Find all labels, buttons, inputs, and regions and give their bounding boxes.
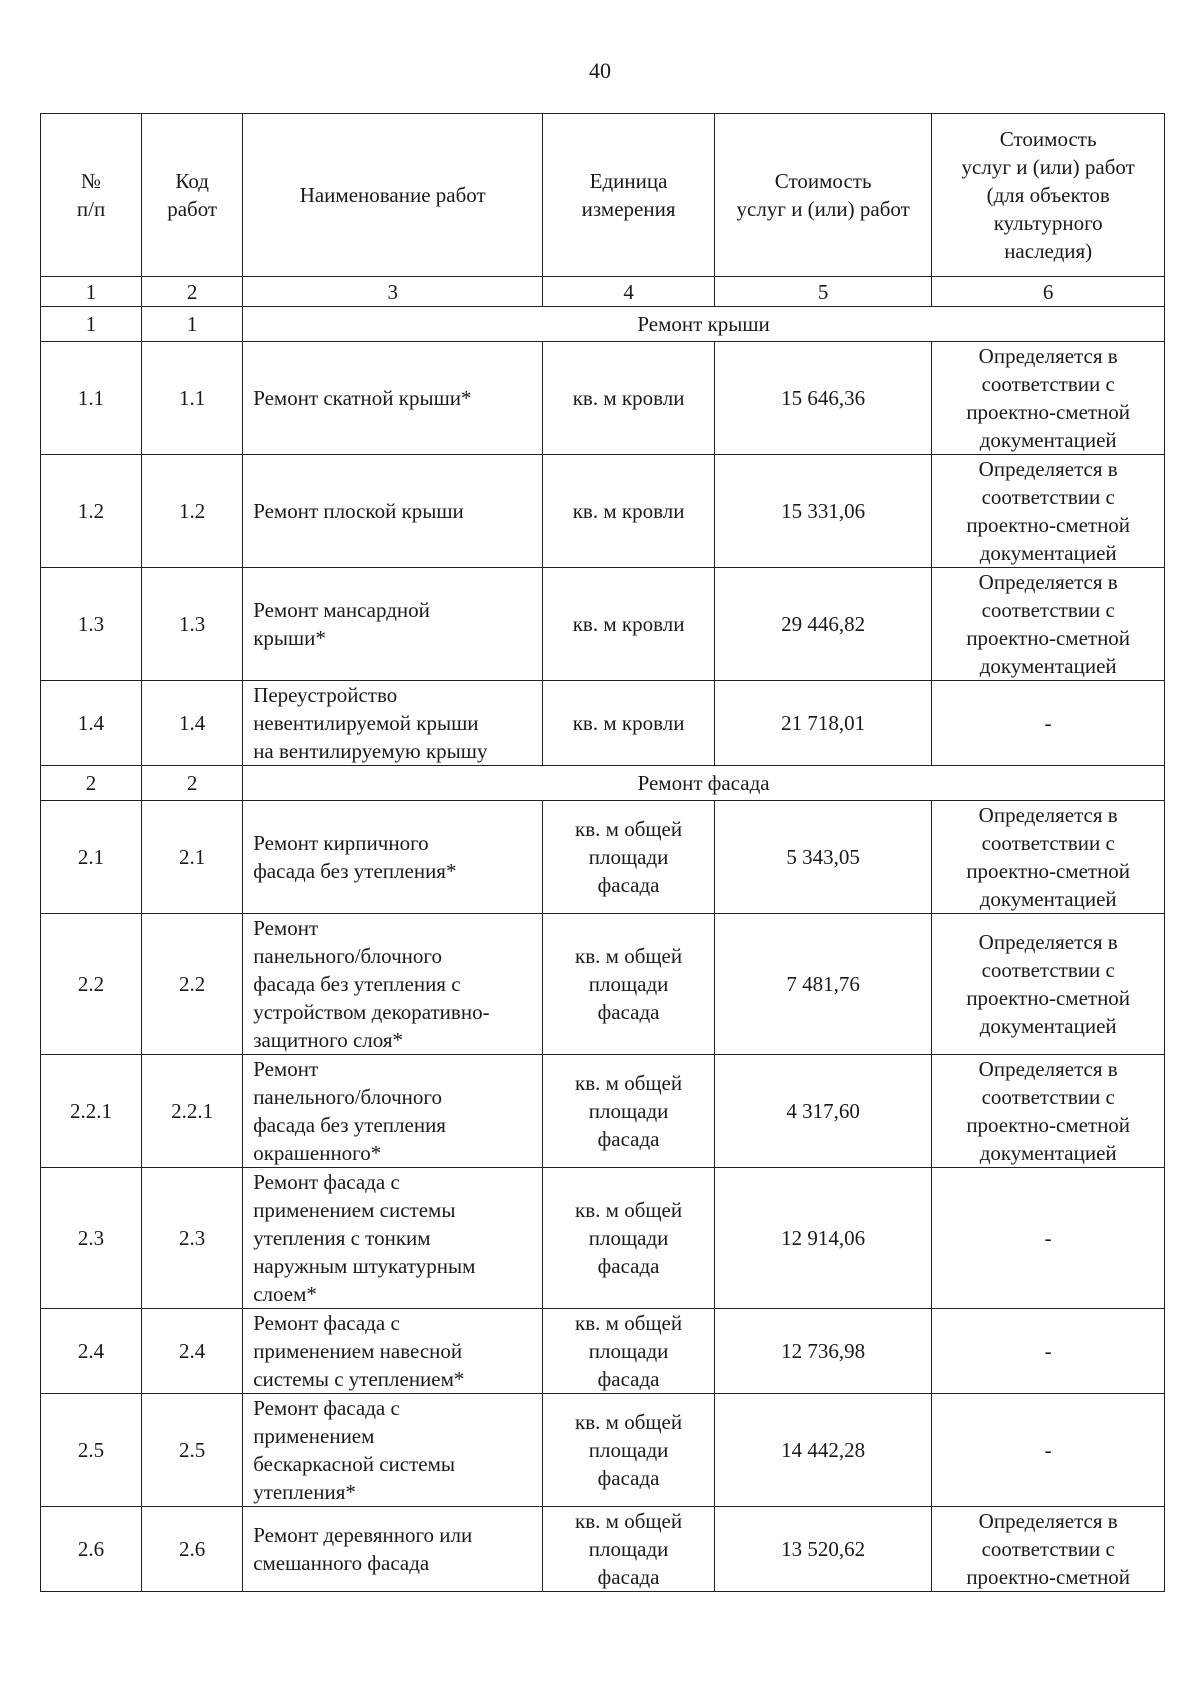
work-name: Ремонт скатной крыши* — [243, 342, 543, 455]
table-row — [41, 568, 1165, 681]
table-row — [41, 1309, 1165, 1394]
column-number: 3 — [243, 277, 543, 307]
cost: 12 914,06 — [714, 1168, 931, 1309]
unit: кв. м общей площади фасада — [543, 1055, 715, 1168]
row-number: 2.1 — [41, 801, 142, 914]
work-name: Ремонт кирпичного фасада без утепления* — [243, 801, 543, 914]
column-number: 2 — [142, 277, 243, 307]
cost-heritage: Определяется в соответствии с проектно-сметной документацией — [932, 568, 1165, 681]
row-code: 1 — [142, 307, 243, 342]
price-table — [40, 113, 1165, 1592]
column-number: 5 — [714, 277, 931, 307]
cost-heritage: Определяется в соответствии с проектно-сметной — [932, 1507, 1165, 1592]
cost-heritage: - — [932, 1168, 1165, 1309]
row-number: 2.6 — [41, 1507, 142, 1592]
unit: кв. м общей площади фасада — [543, 1309, 715, 1394]
row-code: 2.2 — [142, 914, 243, 1055]
header-cost: Стоимость услуг и (или) работ — [714, 114, 931, 277]
unit: кв. м общей площади фасада — [543, 1394, 715, 1507]
table-row — [41, 1168, 1165, 1309]
work-name: Ремонт панельного/блочного фасада без утепления с устройством декоративно- защитного слоя* — [243, 914, 543, 1055]
unit: кв. м общей площади фасада — [543, 1168, 715, 1309]
work-name: Ремонт деревянного или смешанного фасада — [243, 1507, 543, 1592]
section-row — [41, 766, 1165, 801]
row-number: 1.4 — [41, 681, 142, 766]
row-number: 1.1 — [41, 342, 142, 455]
table-row — [41, 681, 1165, 766]
table-row — [41, 1394, 1165, 1507]
column-number: 4 — [543, 277, 715, 307]
cost-heritage: Определяется в соответствии с проектно-сметной документацией — [932, 801, 1165, 914]
row-code: 1.3 — [142, 568, 243, 681]
section-title: Ремонт фасада — [243, 766, 1165, 801]
unit: кв. м кровли — [543, 342, 715, 455]
row-number: 1 — [41, 307, 142, 342]
unit: кв. м кровли — [543, 681, 715, 766]
cost: 7 481,76 — [714, 914, 931, 1055]
row-code: 2.4 — [142, 1309, 243, 1394]
cost-heritage: Определяется в соответствии с проектно-сметной документацией — [932, 1055, 1165, 1168]
work-name: Переустройство невентилируемой крыши на вентилируемую крышу — [243, 681, 543, 766]
row-number: 2.5 — [41, 1394, 142, 1507]
table-row — [41, 1055, 1165, 1168]
header-name: Наименование работ — [243, 114, 543, 277]
work-name: Ремонт фасада с применением системы утепления с тонким наружным штукатурным слоем* — [243, 1168, 543, 1309]
work-name: Ремонт плоской крыши — [243, 455, 543, 568]
section-row — [41, 307, 1165, 342]
row-code: 1.2 — [142, 455, 243, 568]
cost: 21 718,01 — [714, 681, 931, 766]
row-code: 2.5 — [142, 1394, 243, 1507]
page-number: 40 — [589, 58, 611, 83]
table-body — [41, 114, 1165, 1592]
work-name: Ремонт мансардной крыши* — [243, 568, 543, 681]
row-number: 2.3 — [41, 1168, 142, 1309]
cost: 29 446,82 — [714, 568, 931, 681]
row-code: 1.4 — [142, 681, 243, 766]
header-unit: Единица измерения — [543, 114, 715, 277]
row-number: 2.2 — [41, 914, 142, 1055]
cost: 12 736,98 — [714, 1309, 931, 1394]
row-number: 2.4 — [41, 1309, 142, 1394]
header-number: № п/п — [41, 114, 142, 277]
cost-heritage: Определяется в соответствии с проектно-сметной документацией — [932, 342, 1165, 455]
row-number: 1.3 — [41, 568, 142, 681]
cost: 5 343,05 — [714, 801, 931, 914]
cost: 15 331,06 — [714, 455, 931, 568]
column-number: 1 — [41, 277, 142, 307]
header-code: Код работ — [142, 114, 243, 277]
unit: кв. м кровли — [543, 568, 715, 681]
row-number: 2 — [41, 766, 142, 801]
cost-heritage: Определяется в соответствии с проектно-сметной документацией — [932, 914, 1165, 1055]
table-header-row — [41, 114, 1165, 277]
row-code: 2.1 — [142, 801, 243, 914]
table-row — [41, 1507, 1165, 1592]
work-name: Ремонт фасада с применением бескаркасной системы утепления* — [243, 1394, 543, 1507]
row-number: 1.2 — [41, 455, 142, 568]
table-row — [41, 455, 1165, 568]
row-code: 2.2.1 — [142, 1055, 243, 1168]
unit: кв. м общей площади фасада — [543, 1507, 715, 1592]
column-numbers-row — [41, 277, 1165, 307]
work-name: Ремонт панельного/блочного фасада без утепления окрашенного* — [243, 1055, 543, 1168]
cost-heritage: - — [932, 681, 1165, 766]
cost-heritage: Определяется в соответствии с проектно-сметной документацией — [932, 455, 1165, 568]
header-cost-heritage: Стоимость услуг и (или) работ (для объектов культурного наследия) — [932, 114, 1165, 277]
row-code: 2.6 — [142, 1507, 243, 1592]
cost: 13 520,62 — [714, 1507, 931, 1592]
row-code: 1.1 — [142, 342, 243, 455]
cost-heritage: - — [932, 1309, 1165, 1394]
column-number: 6 — [932, 277, 1165, 307]
table-row — [41, 914, 1165, 1055]
cost: 4 317,60 — [714, 1055, 931, 1168]
row-number: 2.2.1 — [41, 1055, 142, 1168]
cost: 15 646,36 — [714, 342, 931, 455]
unit: кв. м кровли — [543, 455, 715, 568]
row-code: 2 — [142, 766, 243, 801]
work-name: Ремонт фасада с применением навесной системы с утеплением* — [243, 1309, 543, 1394]
cost: 14 442,28 — [714, 1394, 931, 1507]
unit: кв. м общей площади фасада — [543, 801, 715, 914]
unit: кв. м общей площади фасада — [543, 914, 715, 1055]
row-code: 2.3 — [142, 1168, 243, 1309]
table-row — [41, 342, 1165, 455]
cost-heritage: - — [932, 1394, 1165, 1507]
table-row — [41, 801, 1165, 914]
section-title: Ремонт крыши — [243, 307, 1165, 342]
